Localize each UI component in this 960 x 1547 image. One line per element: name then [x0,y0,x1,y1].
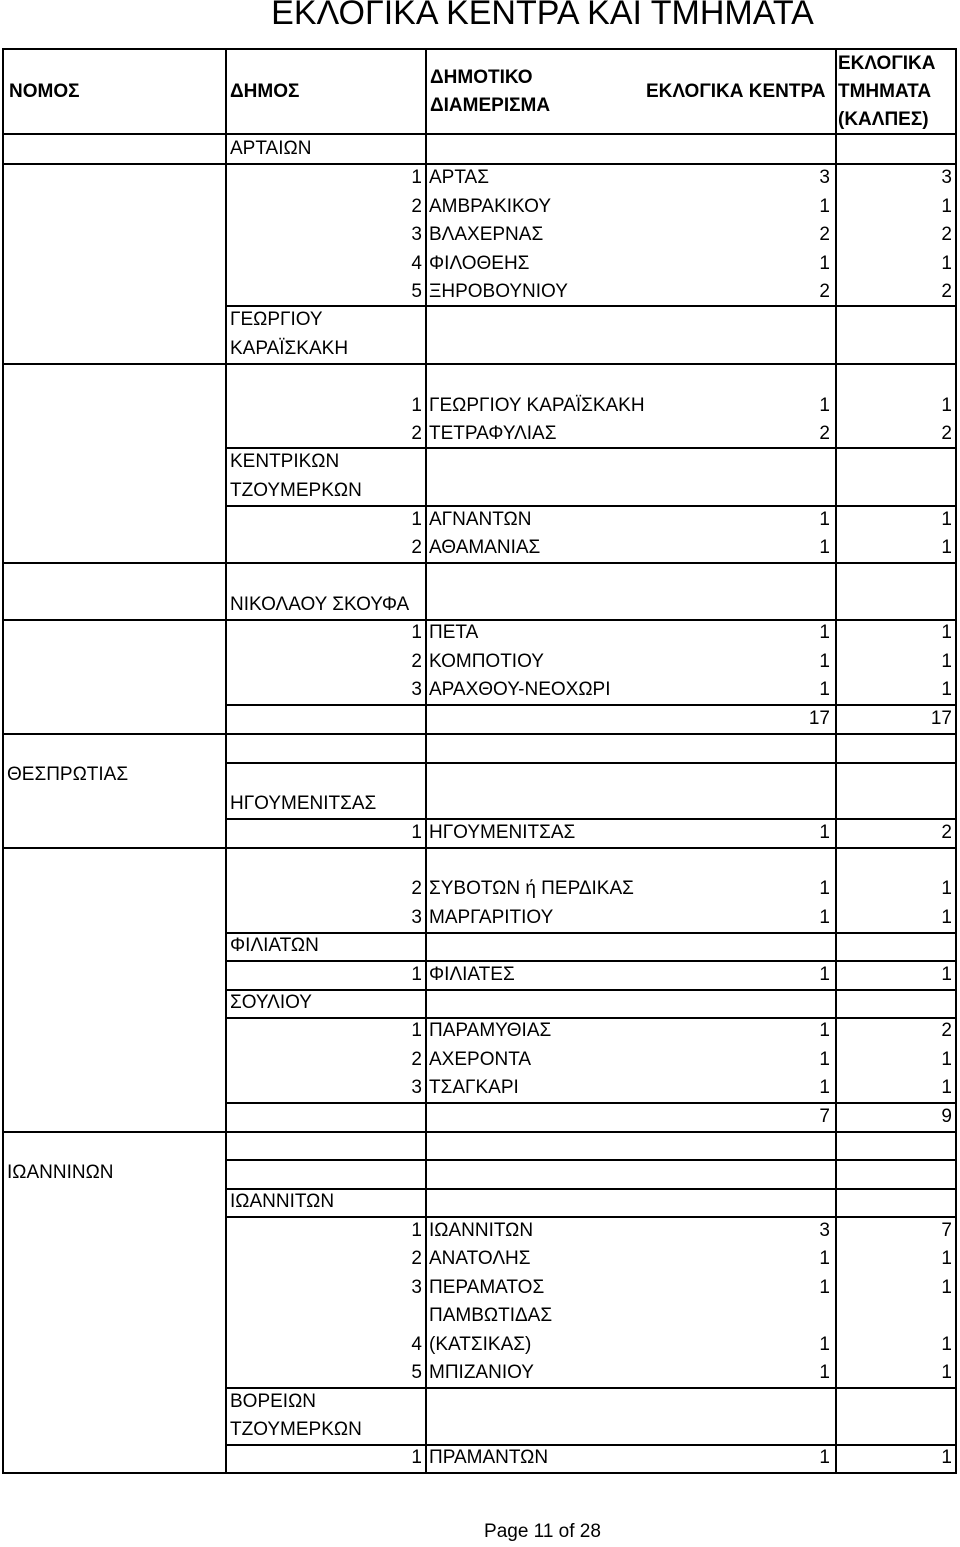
grid-line [2,733,957,735]
header-tmimata-line1: ΕΚΛΟΓΙΚΑ [838,53,936,74]
grid-line [2,1472,957,1474]
page-footer: Page 11 of 28 [484,1521,601,1542]
kentra-count: 1 [819,1362,830,1383]
center-name: ΑΝΑΤΟΛΗΣ [429,1248,531,1269]
table-row [0,1020,960,1042]
kentra-count: 1 [819,509,830,530]
tmimata-count: 1 [941,907,952,928]
table-row [0,537,960,559]
row-number: 3 [411,1277,422,1298]
center-name: ΣΥΒΟΤΩΝ ή ΠΕΡΔΙΚΑΣ [429,878,634,899]
table-row [0,1447,960,1469]
grid-line [225,1188,957,1190]
row-number: 5 [411,281,422,302]
dimos-name: ΝΙΚΟΛΑΟΥ ΣΚΟΥΦΑ [230,594,410,615]
row-number: 2 [411,1248,422,1269]
table-row [0,1220,960,1242]
table-row [0,878,960,900]
kentra-count: 1 [819,622,830,643]
tmimata-count: 1 [941,1049,952,1070]
table-row [0,1077,960,1099]
grid-line [225,989,957,991]
tmimata-count: 2 [941,1020,952,1041]
nomos-name: ΘΕΣΠΡΩΤΙΑΣ [7,764,129,785]
grid-line [2,619,957,621]
center-name: ΓΕΩΡΓΙΟΥ ΚΑΡΑΪΣΚΑΚΗ [429,395,645,416]
row-number: 2 [411,196,422,217]
header-dimos: ΔΗΜΟΣ [230,81,300,102]
tmimata-count: 1 [941,253,952,274]
row-number: 1 [411,1020,422,1041]
grid-line [225,447,957,449]
row-number: 2 [411,1049,422,1070]
grid-line [225,960,957,962]
kentra-count: 1 [819,822,830,843]
tmimata-total: 9 [941,1106,952,1127]
row-number: 3 [411,679,422,700]
center-name: ΠΑΜΒΩΤΙΔΑΣ [429,1305,553,1326]
tmimata-count: 1 [941,196,952,217]
tmimata-count: 1 [941,1248,952,1269]
table-row [0,622,960,644]
tmimata-count: 1 [941,1334,952,1355]
page-title: ΕΚΛΟΓΙΚΑ ΚΕΝΤΡΑ ΚΑΙ ΤΜΗΜΑΤΑ [271,0,814,32]
table-row [0,1362,960,1384]
grid-line [2,133,957,135]
row-number: 1 [411,167,422,188]
kentra-count: 1 [819,253,830,274]
kentra-count: 1 [819,878,830,899]
dimos-name: ΚΑΡΑΪΣΚΑΚΗ [230,338,349,359]
dimos-name: ΙΩΑΝΝΙΤΩΝ [230,1191,335,1212]
center-name-line2: (ΚΑΤΣΙΚΑΣ) [429,1334,532,1355]
grid-line [225,1159,957,1161]
kentra-count: 1 [819,196,830,217]
header-kentra: ΕΚΛΟΓΙΚΑ ΚΕΝΤΡΑ [646,81,826,102]
tmimata-count: 2 [941,423,952,444]
dimos-name: ΓΕΩΡΓΙΟΥ [230,309,323,330]
tmimata-count: 1 [941,395,952,416]
dimos-name: ΗΓΟΥΜΕΝΙΤΣΑΣ [230,793,377,814]
center-name: ΑΘΑΜΑΝΙΑΣ [429,537,541,558]
header-diamerisma-line1: ΔΗΜΟΤΙΚΟ [430,67,533,88]
table-row [0,651,960,673]
grid-line [225,1102,957,1104]
kentra-total: 7 [819,1106,830,1127]
grid-line [225,818,957,820]
row-number: 1 [411,1220,422,1241]
row-number: 3 [411,907,422,928]
table-row [0,423,960,445]
tmimata-count: 1 [941,964,952,985]
row-number: 2 [411,537,422,558]
totals-row [0,708,960,730]
header-nomos: ΝΟΜΟΣ [9,81,80,102]
row-number: 2 [411,878,422,899]
grid-line [225,505,957,507]
dimos-name: ΑΡΤΑΙΩΝ [230,138,312,159]
row-number: 1 [411,509,422,530]
kentra-count: 3 [819,1220,830,1241]
dimos-name: ΤΖΟΥΜΕΡΚΩΝ [230,1419,362,1440]
center-name: ΜΑΡΓΑΡΙΤΙΟΥ [429,907,554,928]
tmimata-count: 1 [941,509,952,530]
center-name: ΙΩΑΝΝΙΤΩΝ [429,1220,534,1241]
center-name: ΠΕΤΑ [429,622,479,643]
tmimata-count: 1 [941,679,952,700]
dimos-name: ΦΙΛΙΑΤΩΝ [230,935,319,956]
tmimata-count: 1 [941,537,952,558]
nomos-name: ΙΩΑΝΝΙΝΩΝ [7,1162,114,1183]
kentra-count: 1 [819,679,830,700]
table-row [0,907,960,929]
tmimata-count: 1 [941,878,952,899]
kentra-count: 1 [819,651,830,672]
header-tmimata-line2: ΤΜΗΜΑΤΑ [838,81,932,102]
grid-line [225,1444,957,1446]
row-number: 4 [411,1334,422,1355]
center-name: ΒΛΑΧΕΡΝΑΣ [429,224,544,245]
table-row [0,679,960,701]
center-name: ΠΡΑΜΑΝΤΩΝ [429,1447,549,1468]
table-row [0,509,960,531]
tmimata-count: 2 [941,281,952,302]
table-row [0,1049,960,1071]
dimos-name: ΒΟΡΕΙΩΝ [230,1391,317,1412]
header-tmimata-line3: (ΚΑΛΠΕΣ) [838,109,929,130]
kentra-total: 17 [808,708,830,729]
tmimata-count: 1 [941,622,952,643]
table-row [0,253,960,275]
kentra-count: 1 [819,1334,830,1355]
row-number: 3 [411,224,422,245]
kentra-count: 1 [819,1248,830,1269]
row-number: 4 [411,253,422,274]
kentra-count: 1 [819,1049,830,1070]
table-row [0,1277,960,1299]
kentra-count: 1 [819,907,830,928]
table-row [0,224,960,246]
tmimata-count: 1 [941,1447,952,1468]
center-name: ΜΠΙΖΑΝΙΟΥ [429,1362,534,1383]
tmimata-count: 7 [941,1220,952,1241]
table-row [0,964,960,986]
center-name: ΦΙΛΟΘΕΗΣ [429,253,530,274]
row-number: 1 [411,395,422,416]
tmimata-count: 2 [941,224,952,245]
row-number: 2 [411,423,422,444]
row-number: 3 [411,1077,422,1098]
kentra-count: 1 [819,1077,830,1098]
center-name: ΠΑΡΑΜΥΘΙΑΣ [429,1020,552,1041]
kentra-count: 1 [819,964,830,985]
grid-line [225,1017,957,1019]
grid-line [225,704,957,706]
tmimata-total: 17 [930,708,952,729]
dimos-name: ΚΕΝΤΡΙΚΩΝ [230,451,340,472]
grid-line [225,305,957,307]
row-number: 1 [411,822,422,843]
row-number: 2 [411,651,422,672]
tmimata-count: 1 [941,1362,952,1383]
center-name: ΗΓΟΥΜΕΝΙΤΣΑΣ [429,822,576,843]
grid-line [225,1216,957,1218]
kentra-count: 2 [819,423,830,444]
dimos-name: ΣΟΥΛΙΟΥ [230,992,312,1013]
grid-line [225,932,957,934]
tmimata-count: 3 [941,167,952,188]
row-number: 1 [411,622,422,643]
center-name: ΦΙΛΙΑΤΕΣ [429,964,515,985]
center-name: ΑΡΤΑΣ [429,167,489,188]
row-number: 1 [411,964,422,985]
table-row [0,167,960,189]
grid-line [225,1387,957,1389]
grid-line [225,762,957,764]
table-row [0,1248,960,1270]
center-name: ΞΗΡΟΒΟΥΝΙΟΥ [429,281,568,302]
grid-line [2,1131,957,1133]
grid-line [2,562,957,564]
grid-line [2,363,957,365]
kentra-count: 1 [819,1447,830,1468]
tmimata-count: 1 [941,1077,952,1098]
center-name: ΤΣΑΓΚΑΡΙ [429,1077,519,1098]
tmimata-count: 1 [941,1277,952,1298]
totals-row [0,1106,960,1128]
grid-line [2,48,957,50]
table-row [0,1305,960,1357]
grid-line [2,847,957,849]
center-name: ΑΧΕΡΟΝΤΑ [429,1049,532,1070]
center-name: ΑΓΝΑΝΤΩΝ [429,509,532,530]
kentra-count: 1 [819,395,830,416]
kentra-count: 2 [819,281,830,302]
row-number: 5 [411,1362,422,1383]
center-name: ΠΕΡΑΜΑΤΟΣ [429,1277,545,1298]
kentra-count: 3 [819,167,830,188]
table-row [0,196,960,218]
center-name: ΑΡΑΧΘΟΥ-ΝΕΟΧΩΡΙ [429,679,611,700]
center-name: ΤΕΤΡΑΦΥΛΙΑΣ [429,423,557,444]
table-row [0,281,960,303]
header-diamerisma-line2: ΔΙΑΜΕΡΙΣΜΑ [430,95,551,116]
table-row [0,822,960,844]
kentra-count: 2 [819,224,830,245]
grid-line [2,163,957,165]
kentra-count: 1 [819,1277,830,1298]
center-name: ΚΟΜΠΟΤΙΟΥ [429,651,544,672]
kentra-count: 1 [819,1020,830,1041]
tmimata-count: 2 [941,822,952,843]
table-row [0,395,960,417]
tmimata-count: 1 [941,651,952,672]
row-number: 1 [411,1447,422,1468]
kentra-count: 1 [819,537,830,558]
dimos-name: ΤΖΟΥΜΕΡΚΩΝ [230,480,362,501]
center-name: ΑΜΒΡΑΚΙΚΟΥ [429,196,551,217]
